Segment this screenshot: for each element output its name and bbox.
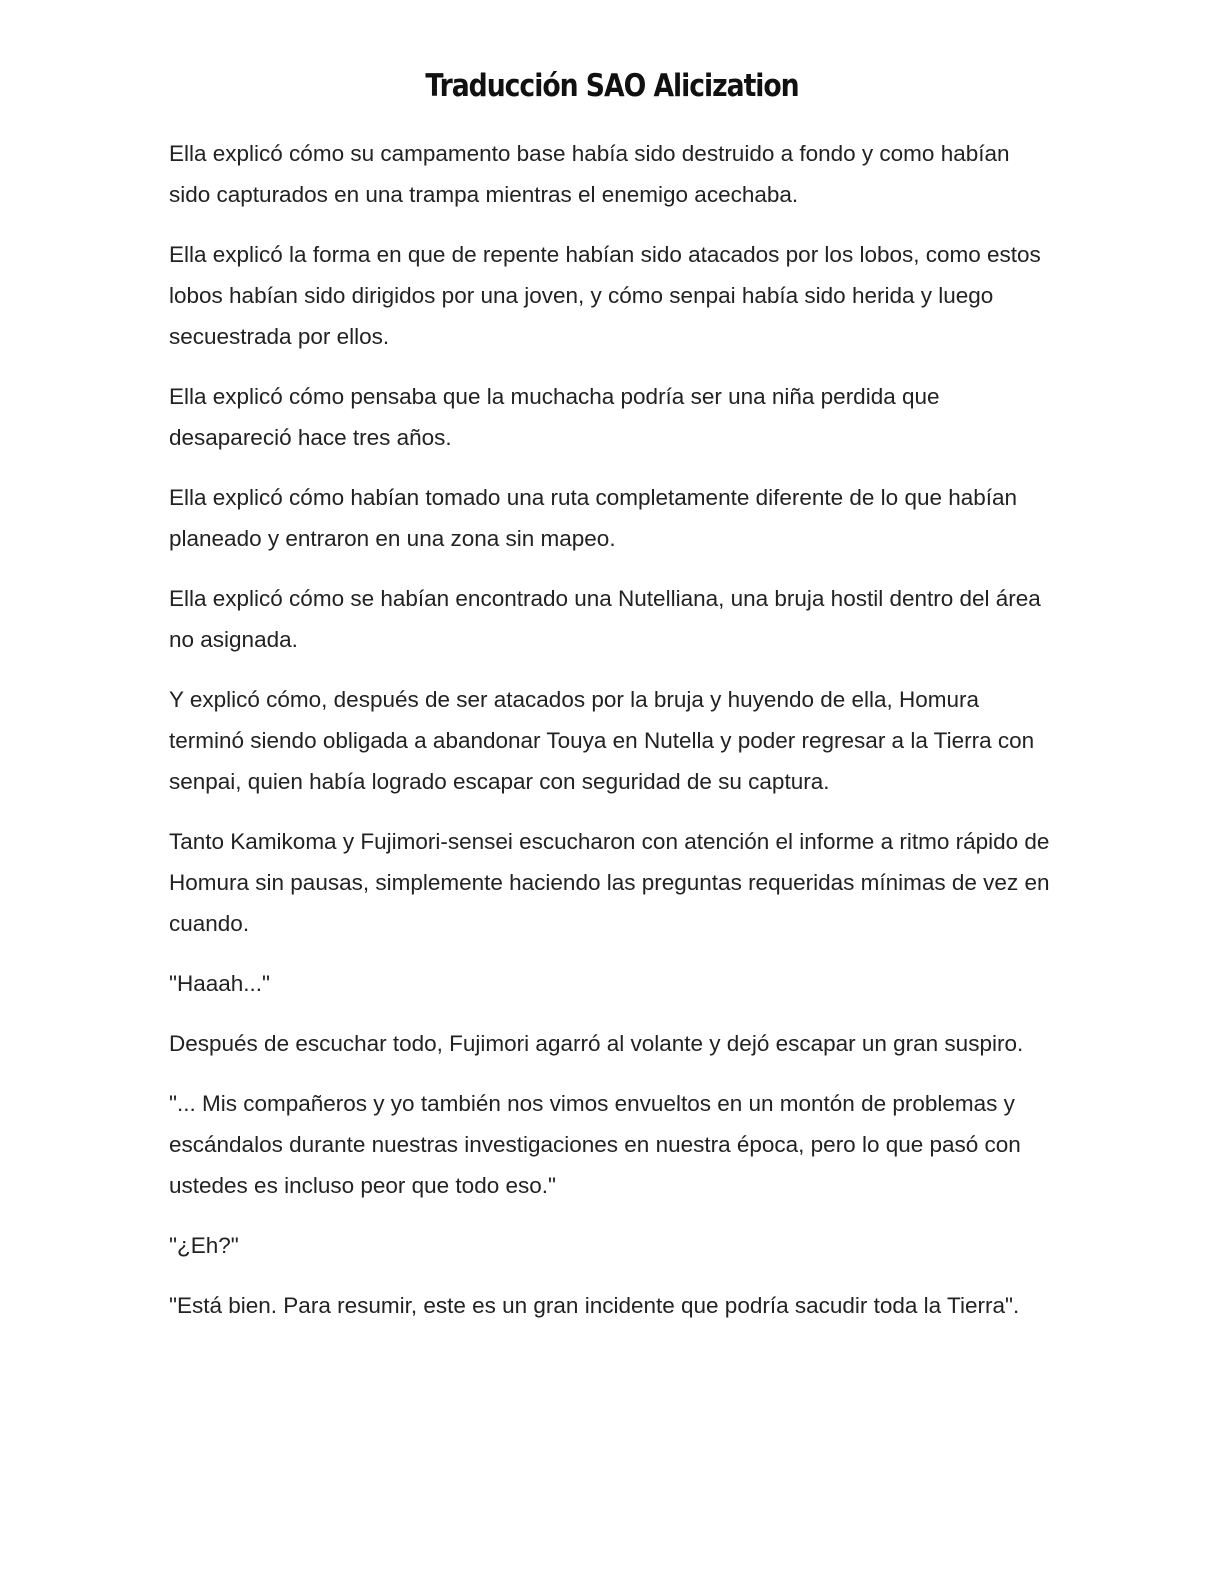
- paragraph-6: Y explicó cómo, después de ser atacados por la bruja y huyendo de ella, Homura terminó siendo obligada a abandonar Touya en Nutella y poder regresar a la Tierra con senpai, quien había logrado escapar con seguridad de su captura.: [169, 687, 1035, 794]
- paragraph-7: Tanto Kamikoma y Fujimori-sensei escucharon con atención el informe a ritmo rápido de Homura sin pausas, simplemente haciendo las preguntas requeridas mínimas de vez en cuando.: [169, 829, 1050, 936]
- paragraph-3: Ella explicó cómo pensaba que la muchacha podría ser una niña perdida que desapareció hace tres años.: [169, 384, 940, 450]
- paragraph-4: Ella explicó cómo habían tomado una ruta completamente diferente de lo que habían planeado y entraron en una zona sin mapeo.: [169, 485, 1018, 551]
- paragraph-1: Ella explicó cómo su campamento base había sido destruido a fondo y como habían sido capturados en una trampa mientras el enemigo acechaba.: [169, 141, 1010, 207]
- paragraph-5: Ella explicó cómo se habían encontrado una Nutelliana, una bruja hostil dentro del área no asignada.: [169, 586, 1041, 652]
- paragraph-12: "Está bien. Para resumir, este es un gran incidente que podría sacudir toda la Tierra".: [169, 1293, 1020, 1318]
- paragraph-2: Ella explicó la forma en que de repente habían sido atacados por los lobos, como estos lobos habían sido dirigidos por una joven, y cómo senpai había sido herida y luego secuestrada por ellos.: [169, 242, 1041, 349]
- paragraph-10: "... Mis compañeros y yo también nos vimos envueltos en un montón de problemas y escándalos durante nuestras investigaciones en nuestra época, pero lo que pasó con ustedes es incluso peor que todo eso.": [169, 1091, 1021, 1198]
- document-title: Traducción SAO Alicization: [425, 68, 799, 104]
- document-body: [169, 133, 1054, 1345]
- paragraph-9: Después de escuchar todo, Fujimori agarró al volante y dejó escapar un gran suspiro.: [169, 1031, 1024, 1056]
- paragraph-11: "¿Eh?": [169, 1233, 239, 1258]
- paragraph-8: "Haaah...": [169, 971, 271, 996]
